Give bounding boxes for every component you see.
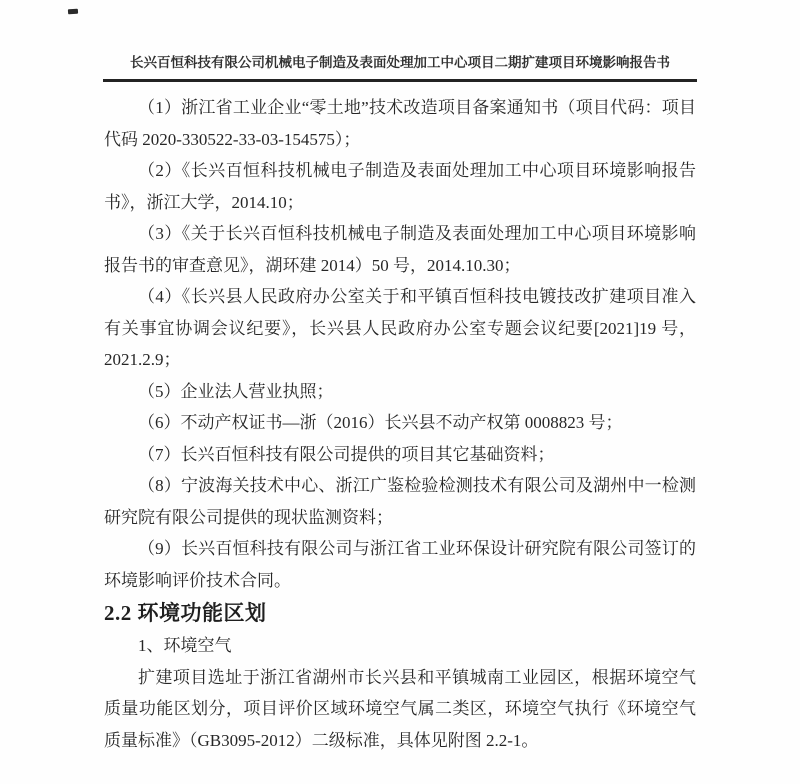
report-header	[103, 55, 697, 82]
reference-item: （8）宁波海关技术中心、浙江广鉴检验检测技术有限公司及湖州中一检测研究院有限公司提供的现状监测资料；	[104, 476, 696, 527]
reference-item: （2）《长兴百恒科技机械电子制造及表面处理加工中心项目环境影响报告书》，浙江大学，2014.10；	[104, 161, 696, 212]
reference-item: （1）浙江省工业企业“零土地”技术改造项目备案通知书（项目代码：项目代码 2020-330522-33-03-154575）；	[104, 98, 696, 149]
scan-artifact-mark	[68, 9, 78, 15]
reference-item: （5）企业法人营业执照；	[138, 381, 334, 401]
document-body	[104, 92, 696, 756]
reference-item: （4）《长兴县人民政府办公室关于和平镇百恒科技电镀技改扩建项目准入有关事宜协调会议纪要》，长兴县人民政府办公室专题会议纪要[2021]19 号，2021.2.9；	[104, 287, 696, 369]
subsection-label: 1、环境空气	[138, 636, 232, 655]
reference-item: （9）长兴百恒科技有限公司与浙江省工业环保设计研究院有限公司签订的环境影响评价技术合同。	[104, 539, 696, 590]
body-paragraph: 扩建项目选址于浙江省湖州市长兴县和平镇城南工业园区，根据环境空气质量功能区划分，项目评价区域环境空气属二类区，环境空气执行《环境空气质量标准》（GB3095-2012）二级标准，具体见附图 2.2-1。	[104, 667, 696, 750]
reference-item: （3）《关于长兴百恒科技机械电子制造及表面处理加工中心项目环境影响报告书的审查意见》，湖环建 2014）50 号，2014.10.30；	[104, 224, 696, 275]
report-header-title: 长兴百恒科技有限公司机械电子制造及表面处理加工中心项目二期扩建项目环境影响报告书	[130, 55, 670, 70]
section-heading: 2.2 环境功能区划	[104, 601, 267, 625]
reference-item: （7）长兴百恒科技有限公司提供的项目其它基础资料；	[138, 444, 555, 464]
reference-item: （6）不动产权证书—浙（2016）长兴县不动产权第 0008823 号；	[138, 413, 623, 432]
